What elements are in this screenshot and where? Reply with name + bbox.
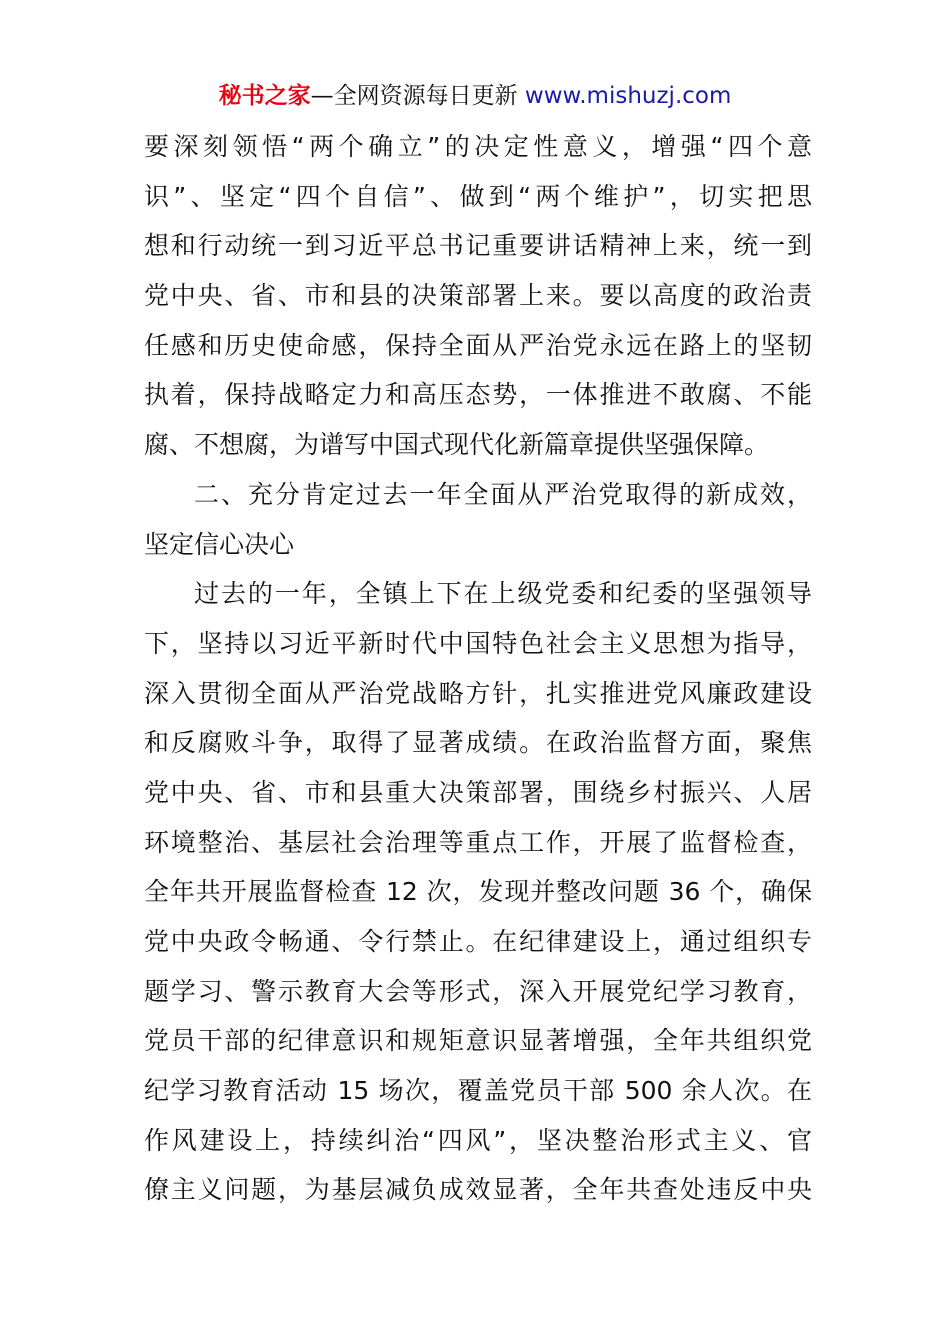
site-header <box>0 78 950 114</box>
text-line: 党中央政令畅通、令行禁止。在纪律建设上，通过组织专 <box>144 927 812 956</box>
text-line: 僚主义问题，为基层减负成效显著，全年共查处违反中央 <box>144 1175 812 1205</box>
paragraph-start: 过去的一年，全镇上下在上级党委和纪委的坚强领导 <box>194 579 812 609</box>
text-line: 任感和历史使命感，保持全面从严治党永远在路上的坚韧 <box>144 330 812 360</box>
text-line: 和反腐败斗争，取得了显著成绩。在政治监督方面，聚焦 <box>144 728 812 758</box>
text-line: 作风建设上，持续纠治“四风”，坚决整治形式主义、官 <box>144 1125 812 1155</box>
header-tagline: —全网资源每日更新 <box>310 83 518 109</box>
text-line: 要深刻领悟“两个确立”的决定性意义，增强“四个意 <box>144 132 812 161</box>
text-line: 纪学习教育活动 15 场次，覆盖党员干部 500 余人次。在 <box>144 1076 812 1106</box>
text-line: 党中央、省、市和县重大决策部署，围绕乡村振兴、人居 <box>144 777 812 807</box>
text-line: 执着，保持战略定力和高压态势，一体推进不敢腐、不能 <box>144 380 812 410</box>
section-heading-cont: 坚定信心决心 <box>144 529 295 559</box>
text-line: 题学习、警示教育大会等形式，深入开展党纪学习教育， <box>144 976 812 1006</box>
text-line: 党中央、省、市和县的决策部署上来。要以高度的政治责 <box>144 281 812 311</box>
brand-name: 秘书之家 <box>218 83 311 109</box>
text-line: 识”、坚定“四个自信”、做到“两个维护”，切实把思 <box>144 181 812 211</box>
text-line: 深入贯彻全面从严治党战略方针，扎实推进党风廉政建设 <box>144 678 812 708</box>
text-line: 党员干部的纪律意识和规矩意识显著增强，全年共组织党 <box>144 1026 812 1056</box>
text-line: 全年共开展监督检查 12 次，发现并整改问题 36 个，确保 <box>144 877 812 907</box>
text-line: 想和行动统一到习近平总书记重要讲话精神上来，统一到 <box>144 231 812 261</box>
text-line: 下，坚持以习近平新时代中国特色社会主义思想为指导， <box>144 628 812 658</box>
document-body <box>144 122 812 1215</box>
text-line: 腐、不想腐，为谱写中国式现代化新篇章提供坚强保障。 <box>144 430 770 460</box>
site-url-link[interactable]: www.mishuzj.com <box>524 83 732 109</box>
text-line: 环境整治、基层社会治理等重点工作，开展了监督检查， <box>144 827 812 857</box>
section-heading: 二、充分肯定过去一年全面从严治党取得的新成效， <box>194 479 812 509</box>
